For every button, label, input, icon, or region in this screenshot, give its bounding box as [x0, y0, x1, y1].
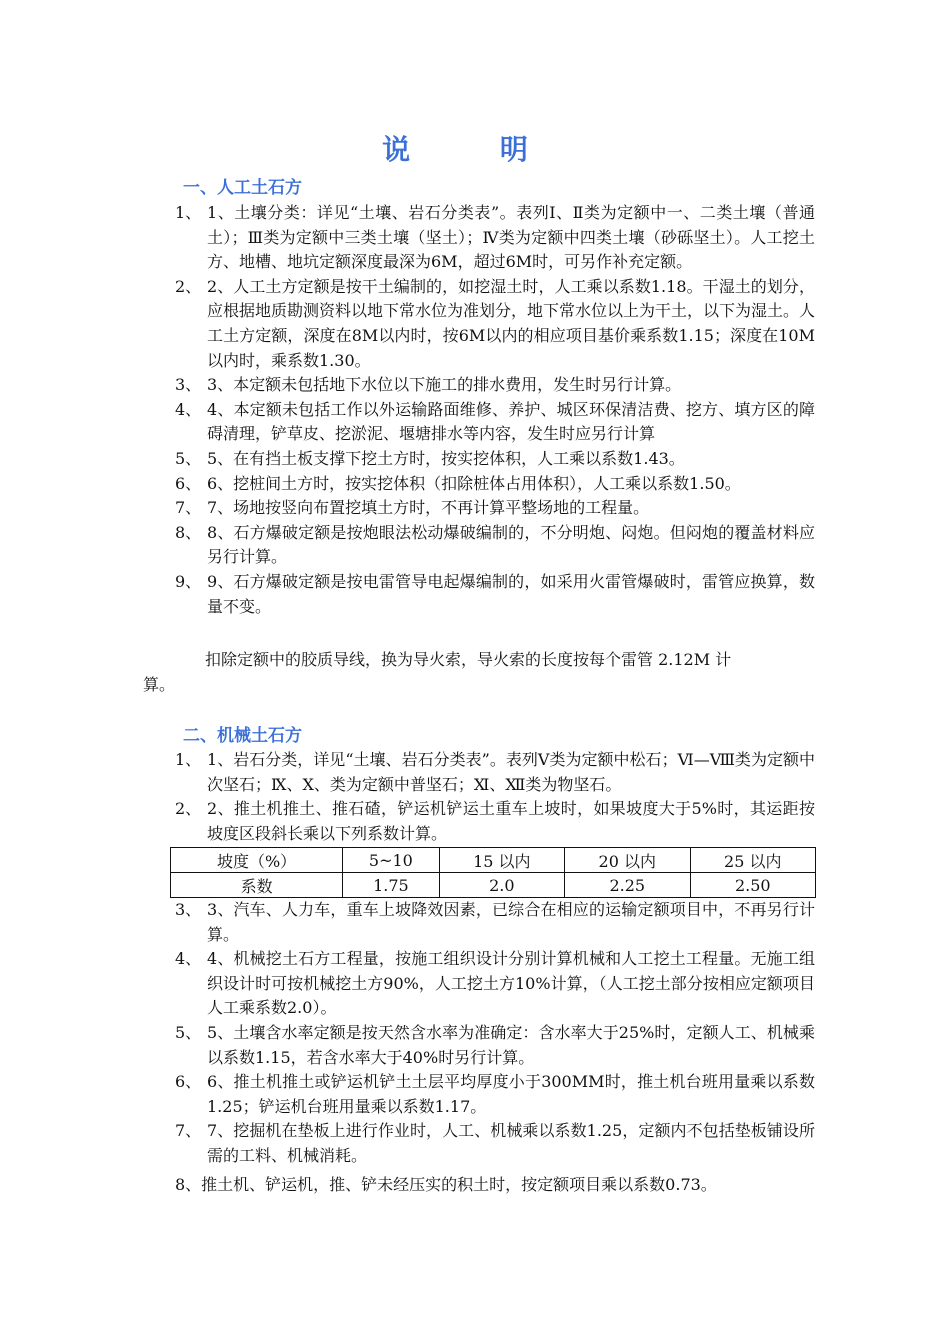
item-number: 7、	[175, 498, 202, 518]
item-number: 2、	[175, 799, 202, 819]
table-cell: 2.25	[565, 873, 690, 898]
item-number: 5、	[175, 448, 202, 468]
table-cell: 25 以内	[690, 848, 816, 873]
item-number: 7、	[175, 1121, 202, 1141]
item-text: 8、石方爆破定额是按炮眼法松动爆破编制的，不分明炮、闷炮。但闷炮的覆盖材料应另行计算。	[207, 522, 815, 567]
list-item	[175, 1119, 815, 1168]
item-text: 2、人工土方定额是按干土编制的，如挖湿土时，人工乘以系数1.18。干湿土的划分，应根据地质勘测资料以地下常水位为准划分，地下常水位以上为干土，以下为湿土。人工土方定额，深度在8M以内时，按6M以内的相应项目基价乘系数1.15；深度在10M以内时，乘系数1.30。	[207, 276, 816, 370]
item-text: 7、场地按竖向布置挖填土方时，不再计算平整场地的工程量。	[207, 498, 650, 518]
machine-items-list-a	[175, 748, 815, 846]
item-text: 1、岩石分类，详见“土壤、岩石分类表”。表列Ⅴ类为定额中松石；Ⅵ—Ⅷ类为定额中次坚石；Ⅸ、Ⅹ、类为定额中普坚石；Ⅺ、Ⅻ类为物坚石。	[207, 750, 815, 794]
table-cell: 系数	[171, 873, 343, 898]
machine-items-list-b	[175, 898, 815, 1169]
item-number: 6、	[175, 473, 202, 493]
table-cell: 5~10	[343, 848, 439, 873]
section-heading-machine: 二、机械土石方	[183, 726, 302, 746]
list-item	[175, 1070, 815, 1119]
table-cell: 1.75	[343, 873, 439, 898]
table-cell: 2.0	[439, 873, 564, 898]
table-row	[171, 848, 816, 873]
item-text: 2、推土机推土、推石碴，铲运机铲运土重车上坡时，如果坡度大于5%时，其运距按坡度区段斜长乘以下列系数计算。	[207, 799, 815, 843]
item-text: 6、挖桩间土方时，按实挖体积（扣除桩体占用体积），人工乘以系数1.50。	[207, 473, 741, 493]
list-item	[175, 472, 815, 497]
item-text: 1、土壤分类：详见“土壤、岩石分类表”。表列Ⅰ、Ⅱ类为定额中一、二类土壤（普通土）；Ⅲ类为定额中三类土壤（坚土）；Ⅳ类为定额中四类土壤（砂砾坚土）。人工挖土方、地槽、地坑定额深度最深为6M，超过6M时，可另作补充定额。	[207, 203, 815, 272]
last-item-line: 8、推土机、铲运机，推、铲未经压实的积土时，按定额项目乘以系数0.73。	[175, 1175, 717, 1194]
table-cell: 2.50	[690, 873, 816, 898]
list-item	[175, 947, 815, 1021]
item-number: 3、	[175, 375, 202, 395]
item-text: 3、本定额未包括地下水位以下施工的排水费用，发生时另行计算。	[207, 375, 682, 395]
detonator-note-line: 扣除定额中的胶质导线，换为导火索，导火索的长度按每个雷管 2.12M 计	[205, 650, 732, 669]
item-number: 1、	[175, 750, 202, 769]
item-number: 5、	[175, 1022, 202, 1042]
item-number: 9、	[175, 571, 202, 591]
item-text: 3、汽车、人力车，重车上坡降效因素，已综合在相应的运输定额项目中，不再另行计算。	[207, 900, 815, 944]
item-number: 4、	[175, 949, 202, 969]
page-title: 说 明	[382, 133, 568, 166]
list-item	[175, 496, 815, 521]
manual-items-list	[175, 201, 815, 619]
list-item	[175, 521, 815, 570]
detonator-note-end: 算。	[143, 675, 176, 694]
item-text: 5、土壤含水率定额是按天然含水率为准确定：含水率大于25%时，定额人工、机械乘以系数1.15，若含水率大于40%时另行计算。	[207, 1022, 815, 1067]
list-item	[175, 1021, 815, 1070]
item-number: 2、	[175, 276, 202, 296]
section-heading-manual: 一、人工土石方	[183, 178, 302, 198]
item-number: 3、	[175, 900, 202, 919]
item-text: 7、挖掘机在垫板上进行作业时，人工、机械乘以系数1.25，定额内不包括垫板铺设所需的工料、机械消耗。	[207, 1121, 815, 1165]
list-item	[175, 570, 815, 619]
list-item	[175, 398, 815, 447]
table-cell: 20 以内	[565, 848, 690, 873]
list-item	[175, 201, 815, 275]
item-number: 1、	[175, 203, 202, 222]
item-text: 4、本定额未包括工作以外运输路面维修、养护、城区环保清洁费、挖方、填方区的障碍清理，铲草皮、挖淤泥、堰塘排水等内容，发生时应另行计算	[207, 399, 815, 444]
item-text: 5、在有挡土板支撑下挖土方时，按实挖体积，人工乘以系数1.43。	[207, 448, 685, 468]
item-text: 6、推土机推土或铲运机铲土土层平均厚度小于300MM时，推土机台班用量乘以系数1.25；铲运机台班用量乘以系数1.17。	[207, 1072, 815, 1116]
list-item	[175, 275, 815, 373]
list-item	[175, 898, 815, 947]
table-cell: 坡度（%）	[171, 848, 343, 873]
slope-coefficient-table	[170, 847, 816, 898]
list-item	[175, 797, 815, 846]
list-item	[175, 748, 815, 797]
item-text: 4、机械挖土石方工程量，按施工组织设计分别计算机械和人工挖土工程量。无施工组织设计时可按机械挖土方90%，人工挖土方10%计算，（人工挖土部分按相应定额项目人工乘系数2.0）。	[207, 949, 815, 1018]
list-item	[175, 447, 815, 472]
item-text: 9、石方爆破定额是按电雷管导电起爆编制的，如采用火雷管爆破时，雷管应换算，数量不变。	[207, 571, 815, 616]
item-number: 4、	[175, 399, 202, 419]
item-number: 6、	[175, 1072, 202, 1092]
table-cell: 15 以内	[439, 848, 564, 873]
list-item	[175, 373, 815, 398]
item-number: 8、	[175, 522, 202, 542]
table-row	[171, 873, 816, 898]
